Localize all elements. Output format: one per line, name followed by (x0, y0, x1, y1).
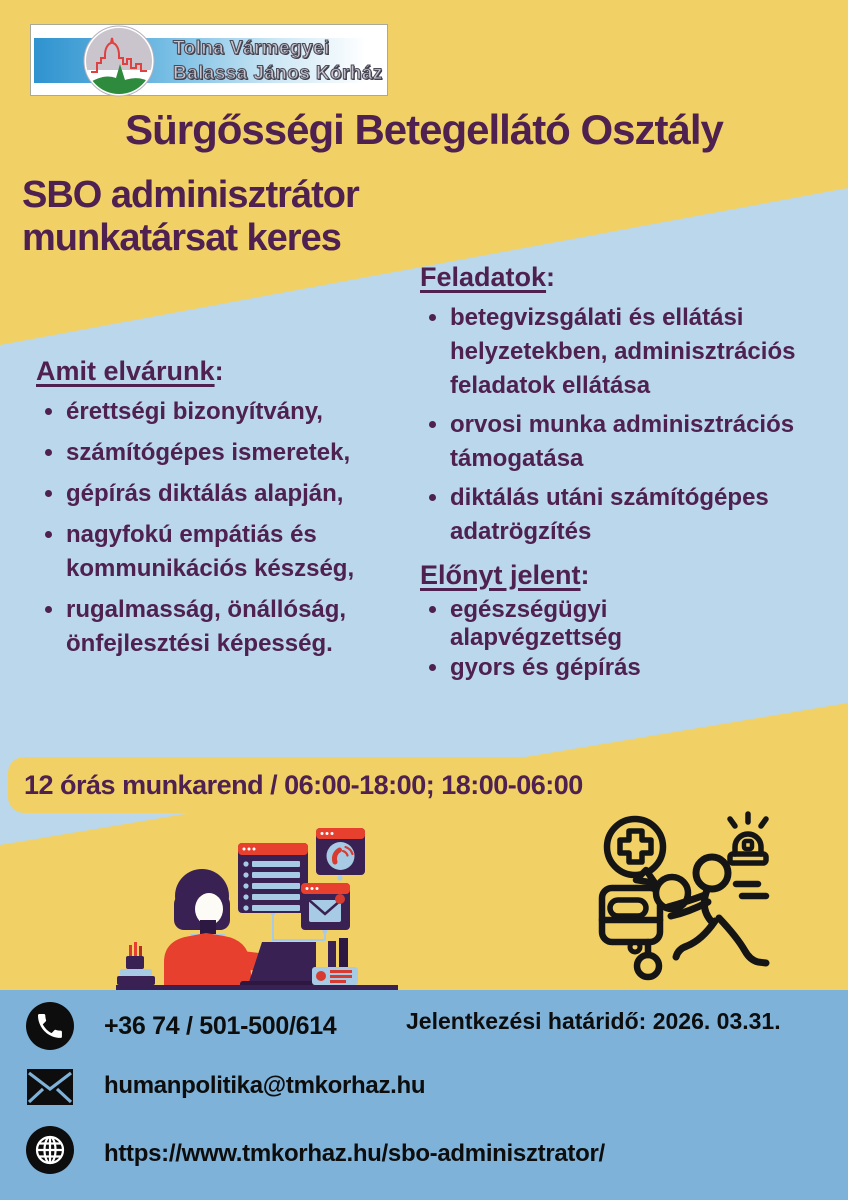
email-address: humanpolitika@tmkorhaz.hu (104, 1072, 426, 1099)
contact-footer (0, 990, 848, 1200)
list-item: • számítógépes ismeretek, (66, 436, 408, 470)
tasks-section (420, 262, 834, 684)
expectations-section (36, 356, 408, 669)
advantages-list (420, 596, 750, 683)
tasks-heading: Feladatok: (420, 262, 556, 292)
expectations-list (36, 395, 408, 662)
phone-icon (26, 1002, 74, 1050)
application-deadline: Jelentkezési határidő: 2026. 03.31. (406, 1008, 781, 1034)
list-item: • gyors és gépírás (450, 654, 750, 682)
email-icon (26, 1068, 74, 1106)
stretcher (602, 888, 660, 977)
globe-icon (26, 1126, 74, 1174)
position-title-line1: SBO adminisztrátor (22, 174, 359, 216)
schedule-text: 12 órás munkarend / 06:00-18:00; 18:00-06:00 (24, 769, 583, 800)
hospital-name (173, 36, 383, 86)
list-item: • egészségügyi alapvégzettség (450, 596, 750, 653)
hospital-name-line2: Balassa János Kórház (173, 63, 383, 85)
tasks-list (420, 301, 834, 550)
phone-number: +36 74 / 501-500/614 (104, 1012, 337, 1040)
administrator-at-desk-illustration (88, 808, 423, 993)
advantages-heading: Előnyt jelent: (420, 559, 590, 590)
list-item: • gépírás diktálás alapján, (66, 477, 408, 511)
medical-cross-bubble-icon (607, 819, 663, 883)
siren-icon (730, 814, 766, 863)
task-list-window-icon (238, 843, 308, 913)
hospital-logo (30, 24, 388, 96)
email-window-icon (301, 883, 350, 930)
list-item: • érettségi bizonyítvány, (66, 395, 408, 429)
list-item: • diktálás utáni számítógépes adatrögzítés (450, 481, 834, 549)
position-title-line2: munkatársat keres (22, 216, 341, 259)
page-title: Sürgősségi Betegellátó Osztály (125, 106, 723, 153)
list-item: • nagyfokú empátiás és kommunikációs készség, (66, 518, 408, 586)
hospital-name-line1: Tolna Vármegyei (173, 38, 330, 59)
paramedic-figure (668, 857, 766, 963)
list-item: • orvosi munka adminisztrációs támogatása (450, 408, 834, 476)
phone-call-window-icon (316, 828, 365, 875)
website-url: https://www.tmkorhaz.hu/sbo-adminisztrator/ (104, 1140, 605, 1167)
list-item: • betegvizsgálati és ellátási helyzetekben, adminisztrációs feladatok ellátása (450, 301, 834, 403)
hospital-emblem-icon (83, 25, 155, 97)
list-item: • rugalmasság, önállóság, önfejlesztési képesség. (66, 593, 408, 661)
expectations-heading: Amit elvárunk: (36, 356, 224, 386)
position-title (22, 174, 452, 259)
emergency-stretcher-illustration (588, 800, 828, 990)
